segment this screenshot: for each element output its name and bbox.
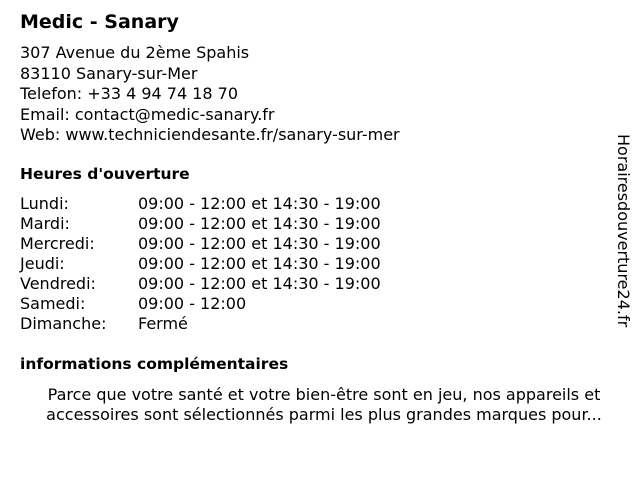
business-name: Medic - Sanary xyxy=(20,11,179,33)
day-label: Jeudi: xyxy=(20,254,65,273)
address-line-2: 83110 Sanary-sur-Mer xyxy=(20,63,198,83)
contact-block xyxy=(20,43,400,146)
hours-row-thursday xyxy=(20,254,381,274)
description-line-2: accessoires sont sélectionnés parmi les plus grandes marques pour... xyxy=(46,405,602,424)
day-label: Lundi: xyxy=(20,194,69,213)
time-range: 09:00 - 12:00 et 14:30 - 19:00 xyxy=(138,274,381,293)
additional-info-text xyxy=(18,385,630,425)
hours-row-friday xyxy=(20,274,381,294)
time-range: 09:00 - 12:00 xyxy=(138,294,247,313)
time-range: 09:00 - 12:00 et 14:30 - 19:00 xyxy=(138,234,381,253)
time-range: Fermé xyxy=(138,314,188,333)
email-line: Email: contact@medic-sanary.fr xyxy=(20,104,275,124)
description-line-1: Parce que votre santé et votre bien-être sont en jeu, nos appareils et xyxy=(47,385,601,404)
day-label: Vendredi: xyxy=(20,274,96,293)
hours-row-saturday xyxy=(20,294,381,314)
day-label: Samedi: xyxy=(20,294,86,313)
hours-row-wednesday xyxy=(20,234,381,254)
address-line-1: 307 Avenue du 2ème Spahis xyxy=(20,43,250,62)
day-label: Mardi: xyxy=(20,214,70,233)
time-range: 09:00 - 12:00 et 14:30 - 19:00 xyxy=(138,214,381,233)
additional-info-heading: informations complémentaires xyxy=(20,355,289,373)
day-label: Mercredi: xyxy=(20,234,95,253)
time-range: 09:00 - 12:00 et 14:30 - 19:00 xyxy=(138,254,381,273)
hours-row-monday xyxy=(20,194,381,214)
hours-row-sunday xyxy=(20,314,381,334)
web-line: Web: www.techniciendesante.fr/sanary-sur-mer xyxy=(20,125,400,144)
watermark-text: Horairesdouverture24.fr xyxy=(614,134,633,328)
opening-hours-table xyxy=(20,194,381,334)
day-label: Dimanche: xyxy=(20,314,107,333)
opening-hours-heading: Heures d'ouverture xyxy=(20,165,190,183)
time-range: 09:00 - 12:00 et 14:30 - 19:00 xyxy=(138,194,381,213)
hours-row-tuesday xyxy=(20,214,381,234)
phone-line: Telefon: +33 4 94 74 18 70 xyxy=(20,84,239,103)
watermark xyxy=(612,134,634,346)
